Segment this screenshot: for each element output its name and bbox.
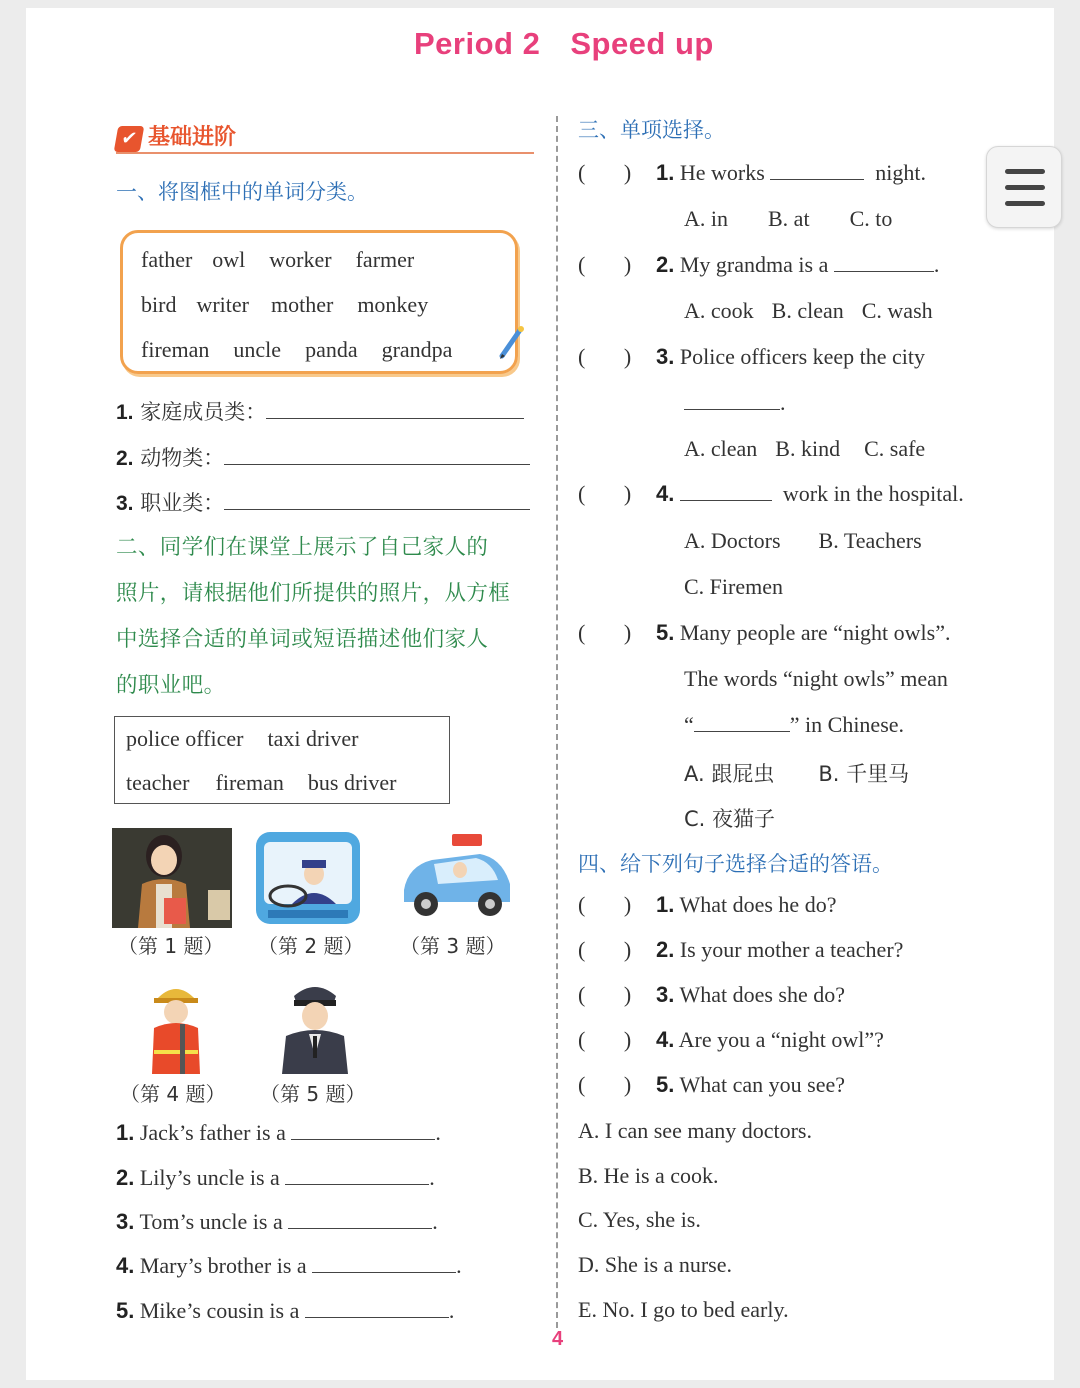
title-speed-up: Speed up	[570, 26, 714, 61]
answer-bracket[interactable]: ( )	[578, 252, 632, 277]
section-underline	[116, 152, 534, 154]
mc-question-5-line-3: “ ” in Chinese.	[684, 712, 905, 737]
mc-question-2: 2. My grandma is a .	[656, 252, 940, 277]
answer-line[interactable]	[305, 1301, 449, 1318]
answer-bracket[interactable]: ( )	[578, 937, 632, 962]
answer-option-d: D. She is a nurse.	[578, 1252, 732, 1277]
match-question-1: 1. What does he do?	[656, 892, 837, 917]
answer-line[interactable]	[266, 402, 524, 419]
mc-options-2: A. cook B. clean C. wash	[684, 298, 933, 323]
answer-bracket[interactable]: ( )	[578, 1072, 632, 1097]
caption-1: （第 1 题）	[118, 934, 224, 958]
mc-options-5-ab: A. 跟屁虫 B. 千里马	[684, 762, 910, 786]
answer-option-e: E. No. I go to bed early.	[578, 1297, 789, 1322]
answer-bracket[interactable]: ( )	[578, 892, 632, 917]
answer-option-c: C. Yes, she is.	[578, 1207, 701, 1232]
page-number: 4	[552, 1328, 564, 1350]
answer-bracket[interactable]: ( )	[578, 160, 632, 185]
word-row-3: fireman uncle panda grandpa	[141, 337, 453, 362]
sentence-3: 3. Tom’s uncle is a .	[116, 1209, 438, 1234]
answer-bracket[interactable]: ( )	[578, 1027, 632, 1052]
match-question-3: 3. What does she do?	[656, 982, 846, 1007]
category-family: 1. 家庭成员类：	[116, 396, 524, 426]
occupation-row-2: teacher fireman bus driver	[126, 770, 397, 795]
caption-5: （第 5 题）	[260, 1082, 366, 1106]
sentence-5: 5. Mike’s cousin is a .	[116, 1298, 455, 1323]
answer-option-b: B. He is a cook.	[578, 1163, 719, 1188]
answer-line[interactable]	[288, 1212, 432, 1229]
q4-heading: 四、给下列句子选择合适的答语。	[578, 852, 893, 876]
answer-line[interactable]	[680, 484, 772, 501]
word-row-2: bird writer mother monkey	[141, 292, 429, 317]
worksheet-page	[26, 8, 1054, 1380]
section-header	[116, 120, 236, 152]
column-divider	[556, 116, 558, 1328]
match-question-2: 2. Is your mother a teacher?	[656, 937, 904, 962]
answer-bracket[interactable]: ( )	[578, 620, 632, 645]
mc-question-4: 4. work in the hospital.	[656, 481, 964, 506]
taxi-driver-picture	[398, 830, 514, 927]
answer-bracket[interactable]: ( )	[578, 982, 632, 1007]
police-officer-picture	[276, 976, 354, 1081]
word-row-1: father owl worker farmer	[141, 247, 415, 272]
answer-line[interactable]	[694, 715, 790, 732]
section-header-label: 基础进阶	[148, 125, 237, 150]
category-animals: 2. 动物类：	[116, 442, 530, 472]
answer-line[interactable]	[291, 1123, 435, 1140]
mc-question-5: 5. Many people are “night owls”.	[656, 620, 951, 645]
answer-line[interactable]	[285, 1168, 429, 1185]
sentence-2: 2. Lily’s uncle is a .	[116, 1165, 435, 1190]
q2-heading-line-3: 中选择合适的单词或短语描述他们家人	[116, 627, 489, 652]
mc-question-1: 1. He works night.	[656, 160, 927, 185]
sentence-4: 4. Mary’s brother is a .	[116, 1253, 462, 1278]
mc-options-3: A. clean B. kind C. safe	[684, 436, 926, 461]
occupation-row-1: police officer taxi driver	[126, 726, 359, 751]
bus-driver-picture	[254, 826, 364, 933]
fireman-picture	[146, 978, 206, 1081]
mc-options-1: A. in B. at C. to	[684, 206, 893, 231]
caption-3: （第 3 题）	[400, 934, 506, 958]
q1-heading: 一、将图框中的单词分类。	[116, 180, 368, 204]
title-period: Period 2	[414, 26, 541, 61]
answer-line[interactable]	[834, 255, 934, 272]
mc-options-4-ab: A. Doctors B. Teachers	[684, 528, 922, 553]
page-title	[414, 26, 714, 62]
answer-line[interactable]	[224, 448, 530, 465]
answer-bracket[interactable]: ( )	[578, 344, 632, 369]
menu-button[interactable]	[986, 146, 1062, 228]
q2-heading-line-4: 的职业吧。	[116, 673, 226, 698]
answer-bracket[interactable]: ( )	[578, 481, 632, 506]
mc-blank-3: .	[684, 390, 786, 416]
mc-question-5-line-2: The words “night owls” mean	[684, 666, 948, 691]
mc-question-3: 3. Police officers keep the city	[656, 344, 926, 369]
sentence-1: 1. Jack’s father is a .	[116, 1120, 441, 1145]
runner-icon: ✔	[114, 126, 145, 152]
teacher-picture	[112, 828, 232, 933]
category-jobs: 3. 职业类：	[116, 487, 530, 517]
match-question-5: 5. What can you see?	[656, 1072, 845, 1097]
pencil-icon	[498, 326, 524, 365]
answer-line[interactable]	[684, 393, 780, 410]
mc-options-5-c: C. 夜猫子	[684, 807, 776, 831]
menu-icon	[1005, 169, 1045, 174]
mc-options-4-c: C. Firemen	[684, 574, 783, 599]
answer-line[interactable]	[224, 493, 530, 510]
answer-option-a: A. I can see many doctors.	[578, 1118, 812, 1143]
occupation-box	[114, 716, 450, 804]
answer-line[interactable]	[770, 163, 864, 180]
word-box	[120, 230, 518, 374]
q2-heading-line-2: 照片，请根据他们所提供的照片，从方框	[116, 581, 511, 606]
q3-heading: 三、单项选择。	[578, 118, 725, 142]
caption-2: （第 2 题）	[258, 934, 364, 958]
answer-line[interactable]	[312, 1256, 456, 1273]
q2-heading-line-1: 二、同学们在课堂上展示了自己家人的	[116, 535, 489, 560]
match-question-4: 4. Are you a “night owl”?	[656, 1027, 884, 1052]
caption-4: （第 4 题）	[120, 1082, 226, 1106]
